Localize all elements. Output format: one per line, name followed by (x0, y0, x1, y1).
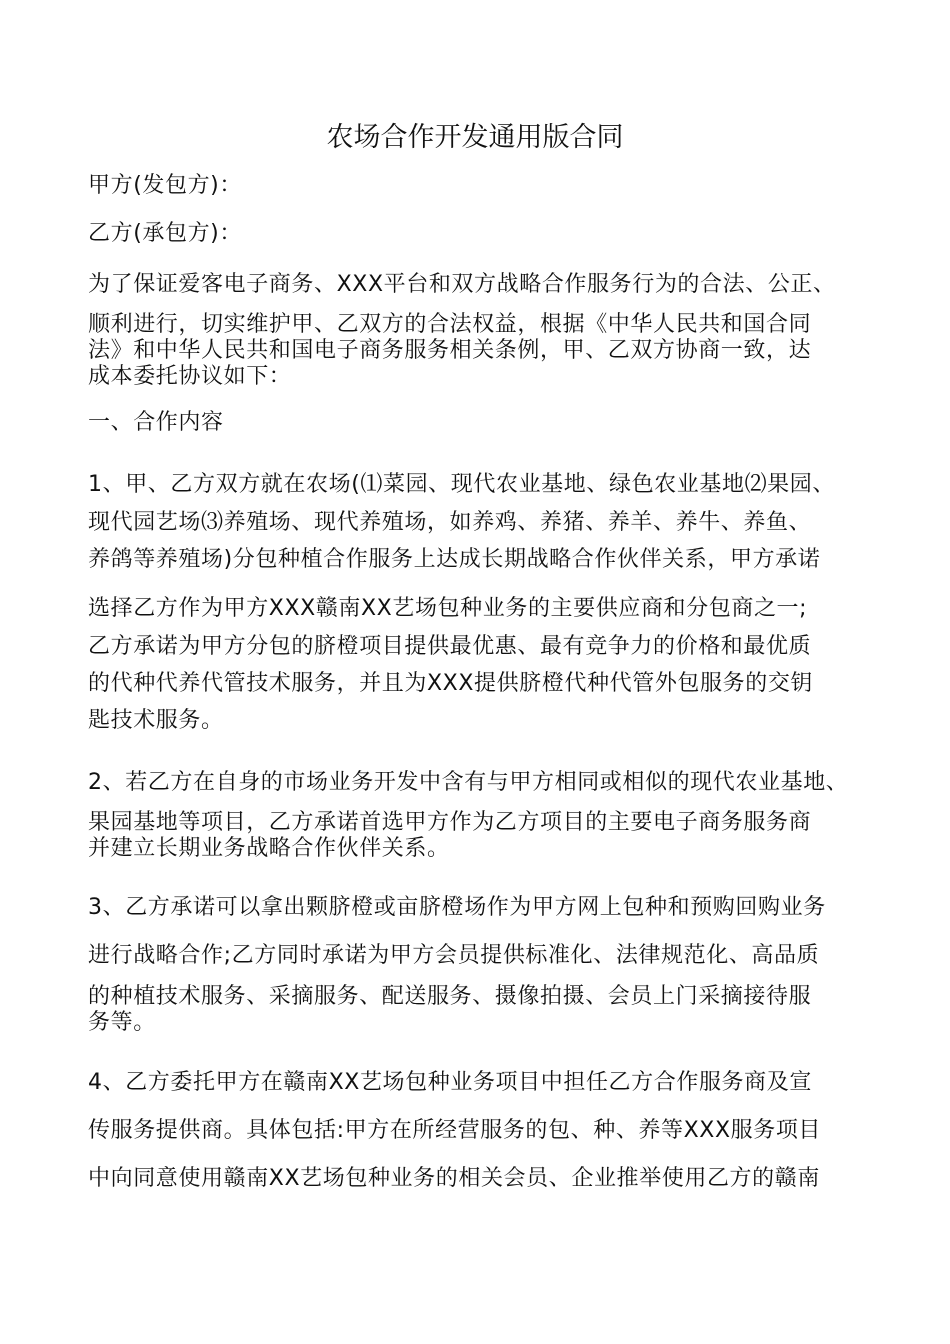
clause-2-line: 并建立长期业务战略合作伙伴关系。 (88, 836, 450, 861)
preamble-line: 成本委托协议如下： (88, 364, 292, 389)
clause-1-line: 乙方承诺为甲方分包的脐橙项目提供最优惠、最有竞争力的价格和最优质 (88, 634, 812, 659)
clause-1-line: 的代种代养代管技术服务，并且为XXX提供脐橙代种代管外包服务的交钥 (88, 671, 814, 696)
document-title: 农场合作开发通用版合同 (326, 122, 624, 153)
clause-3-line: 务等。 (88, 1010, 156, 1035)
clause-4-line: 传服务提供商。具体包括:甲方在所经营服务的包、种、养等XXX服务项目 (88, 1118, 822, 1143)
clause-4-line: 中向同意使用赣南XX艺场包种业务的相关会员、企业推举使用乙方的赣南 (88, 1166, 820, 1191)
clause-1-line: 匙技术服务。 (88, 708, 224, 733)
clause-1-line: 1、甲、乙方双方就在农场(⑴菜园、现代农业基地、绿色农业基地⑵果园、 (88, 472, 835, 497)
preamble-line: 为了保证爱客电子商务、XXX平台和双方战略合作服务行为的合法、公正、 (88, 272, 836, 297)
clause-4-line: 4、乙方委托甲方在赣南XX艺场包种业务项目中担任乙方合作服务商及宣 (88, 1070, 812, 1095)
section-heading: 一、合作内容 (88, 410, 224, 435)
clause-3-line: 3、乙方承诺可以拿出颗脐橙或亩脐橙场作为甲方网上包种和预购回购业务 (88, 895, 826, 920)
clause-2-line: 果园基地等项目，乙方承诺首选甲方作为乙方项目的主要电子商务服务商 (88, 810, 812, 835)
party-a-label: 甲方(发包方)： (88, 173, 242, 198)
clause-2-line: 2、若乙方在自身的市场业务开发中含有与甲方相同或相似的现代农业基地、 (88, 770, 849, 795)
preamble-line: 顺利进行，切实维护甲、乙双方的合法权益，根据《中华人民共和国合同 (88, 312, 812, 337)
clause-1-line: 选择乙方作为甲方XXX赣南XX艺场包种业务的主要供应商和分包商之一; (88, 596, 808, 621)
party-b-label: 乙方(承包方)： (88, 221, 242, 246)
clause-1-line: 养鸽等养殖场)分包种植合作服务上达成长期战略合作伙伴关系，甲方承诺 (88, 547, 821, 572)
clause-1-line: 现代园艺场⑶养殖场、现代养殖场，如养鸡、养猪、养羊、养牛、养鱼、 (88, 510, 812, 535)
preamble-line: 法》和中华人民共和国电子商务服务相关条例，甲、乙双方协商一致，达 (88, 338, 812, 363)
clause-3-line: 进行战略合作;乙方同时承诺为甲方会员提供标准化、法律规范化、高品质 (88, 943, 820, 968)
clause-3-line: 的种植技术服务、采摘服务、配送服务、摄像拍摄、会员上门采摘接待服 (88, 984, 812, 1009)
